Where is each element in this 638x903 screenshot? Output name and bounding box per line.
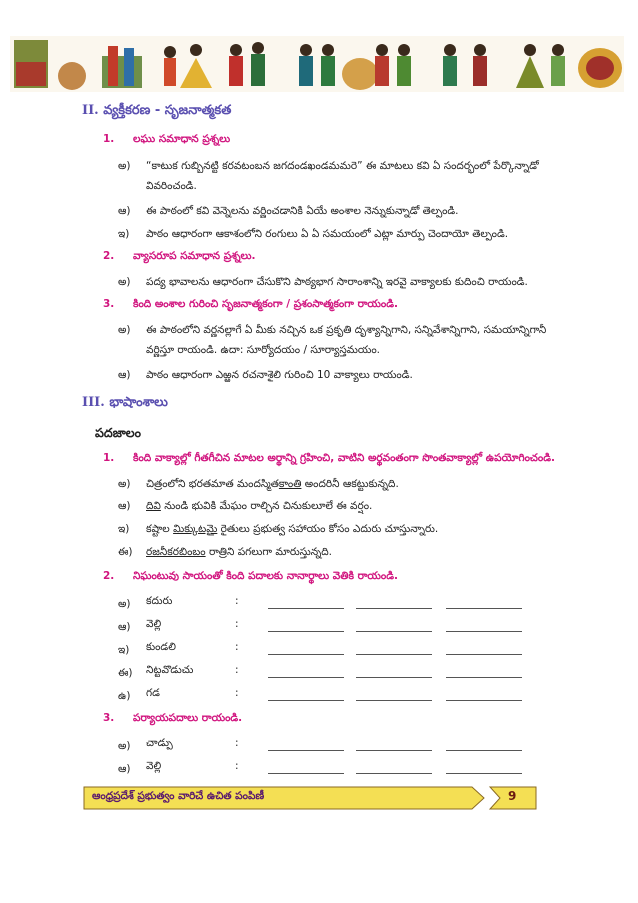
answer-blank[interactable] [446,608,522,609]
item-marker: ఈ) [118,667,133,679]
section-number: III. [82,395,105,410]
list-item [118,321,546,340]
item-text: అందరినీ ఆకట్టుకున్నది. [301,478,399,490]
question-heading-p3 [103,712,242,727]
section-heading-3 [82,395,168,413]
question-title: కింది అంశాల గురించి సృజనాత్మకంగా / ప్రశంసాత్మకంగా రాయండి. [133,298,398,310]
item-text: ఈ పాఠంలో కవి వెన్నెలను వర్ణించడానికి ఏయే అంశాల నెన్నుకున్నాడో తెల్పండి. [146,205,459,217]
question-title: నిఘంటువు సాయంతో కింది పదాలకు నానార్థాలు వెతికి రాయండి. [133,570,399,582]
question-title: లఘు సమాధాన ప్రశ్నలు [133,133,231,145]
list-item [118,475,399,494]
answer-blank[interactable] [356,631,432,632]
item-text: నుండి భువికి మేఘం రాల్చిన చినుకులూలే ఈ వర్షం. [160,500,373,512]
list-item [118,202,459,221]
list-item [118,641,146,660]
page-number: 9 [508,789,517,803]
question-number: 1. [103,452,115,464]
section-number: II. [82,103,99,118]
underlined-word: రజనీకరబింబం [146,546,206,558]
answer-blank[interactable] [356,654,432,655]
word: కుండలి [146,641,176,653]
item-marker: ఇ) [118,523,130,535]
item-marker: ఆ) [118,369,131,381]
item-marker: అ) [118,324,131,336]
answer-blank[interactable] [356,700,432,701]
question-heading-p1 [103,452,555,467]
answer-blank[interactable] [268,608,344,609]
question-number: 2. [103,570,115,582]
list-item [118,618,146,637]
item-text: కష్టాల [146,523,174,535]
underlined-word: కాంతి [278,478,302,490]
colon: : [235,760,239,772]
question-heading-p2 [103,570,398,585]
answer-blank[interactable] [268,750,344,751]
word: చాడ్పు [146,737,173,749]
list-item [118,157,539,176]
question-heading-3 [103,298,398,313]
item-marker: ఆ) [118,763,131,775]
list-item [118,737,146,756]
question-title: కింది వాక్యాల్లో గీతగీచిన మాటల అర్థాన్ని గ్రహించి, వాటిని అర్థవంతంగా సొంతవాక్యాల్లో ఉపయోగించండి. [133,452,555,464]
colon: : [235,737,239,749]
word: గడ [146,687,160,699]
item-marker: ఆ) [118,621,131,633]
item-text: పద్య భావాలను ఆధారంగా చేసుకొని పాఠ్యభాగ సారాంశాన్ని ఇరవై వాక్యాలకు కుదించి రాయండి. [146,276,528,288]
subsection-title: పదజాలం [95,425,141,440]
colon: : [235,641,239,653]
item-continuation: వివరించండి. [146,180,197,192]
item-continuation: వర్ణిస్తూ రాయండి. ఉదా: సూర్యోదయం / సూర్యాస్తమయం. [146,344,381,356]
answer-blank[interactable] [446,677,522,678]
item-marker: ఉ) [118,690,131,702]
list-item [118,520,438,539]
answer-blank[interactable] [268,654,344,655]
question-heading-2 [103,250,256,265]
question-title: పర్యాయపదాలు రాయండి. [133,712,243,724]
section-title: భాషాంశాలు [109,395,168,410]
list-item [118,273,528,292]
answer-blank[interactable] [268,677,344,678]
word: వెల్లి [146,618,162,630]
question-number: 1. [103,133,115,145]
list-item [118,225,508,244]
question-number: 2. [103,250,115,262]
underlined-word: మిక్కుటమై [173,523,218,535]
item-text: “కాటుక గుబ్బినట్టి కరవటంబన జగదండఖండమమరె” ఈ మాటలు కవి ఏ సందర్భంలో పేర్కొన్నాడో [146,160,539,172]
answer-blank[interactable] [356,773,432,774]
list-item [118,687,146,706]
item-marker: ఈ) [118,546,133,558]
answer-blank[interactable] [446,654,522,655]
section-title: వ్యక్తీకరణ - సృజనాత్మకత [103,103,232,118]
answer-blank[interactable] [356,608,432,609]
answer-blank[interactable] [446,631,522,632]
question-title: వ్యాసరూప సమాధాన ప్రశ్నలు. [133,250,256,262]
list-item [118,760,146,779]
word: కదురు [146,595,173,607]
item-text: ఈ పాఠంలోని వర్ణనల్లాగే ఏ మీకు నచ్చిన ఒక ప్రకృతి దృశ్యాన్నిగాని, సన్నివేశాన్నిగాని, సమయాన్నిగానీ [146,324,547,336]
item-marker: ఇ) [118,228,130,240]
answer-blank[interactable] [268,700,344,701]
answer-blank[interactable] [446,700,522,701]
answer-blank[interactable] [268,773,344,774]
answer-blank[interactable] [446,750,522,751]
item-text: రైతులు ప్రభుత్వ సహాయం కోసం ఎదురు చూస్తున్నారు. [217,523,439,535]
item-marker: ఇ) [118,644,130,656]
list-item [118,497,372,516]
section-heading-2 [82,103,231,121]
item-marker: అ) [118,740,131,752]
colon: : [235,687,239,699]
answer-blank[interactable] [356,677,432,678]
list-item [118,595,146,614]
item-marker: అ) [118,598,131,610]
colon: : [235,618,239,630]
colon: : [235,664,239,676]
dance-banner [10,36,624,92]
colon: : [235,595,239,607]
answer-blank[interactable] [268,631,344,632]
question-heading-1 [103,133,230,148]
list-item [118,664,146,683]
item-marker: అ) [118,478,131,490]
answer-blank[interactable] [446,773,522,774]
item-marker: అ) [118,160,131,172]
question-number: 3. [103,712,115,724]
underlined-word: దివి [146,500,161,512]
item-marker: ఆ) [118,205,131,217]
item-text: పాఠం ఆధారంగా ఆకాశంలోని రంగులు ఏ ఏ సమయంలో ఎట్లా మార్పు చెందాయో తెల్పండి. [146,228,509,240]
footer-text: ఆంధ్రప్రదేశ్ ప్రభుత్వం వారిచే ఉచిత పంపిణీ [92,790,265,802]
word: వెల్లి [146,760,162,772]
item-marker: ఆ) [118,500,131,512]
question-number: 3. [103,298,115,310]
item-text: చిత్రంలోని భరతమాత మందస్మిత [146,478,279,490]
list-item [118,366,413,385]
item-marker: అ) [118,276,131,288]
item-text: పాఠం ఆధారంగా ఎఱ్ఱన రచనాశైలి గురించి 10 వాక్యాలు రాయండి. [146,369,413,381]
list-item [118,543,332,562]
item-text: రాత్రిని పగలుగా మారుస్తున్నది. [205,546,332,558]
answer-blank[interactable] [356,750,432,751]
word: నిట్టవొడుచు [146,664,194,676]
